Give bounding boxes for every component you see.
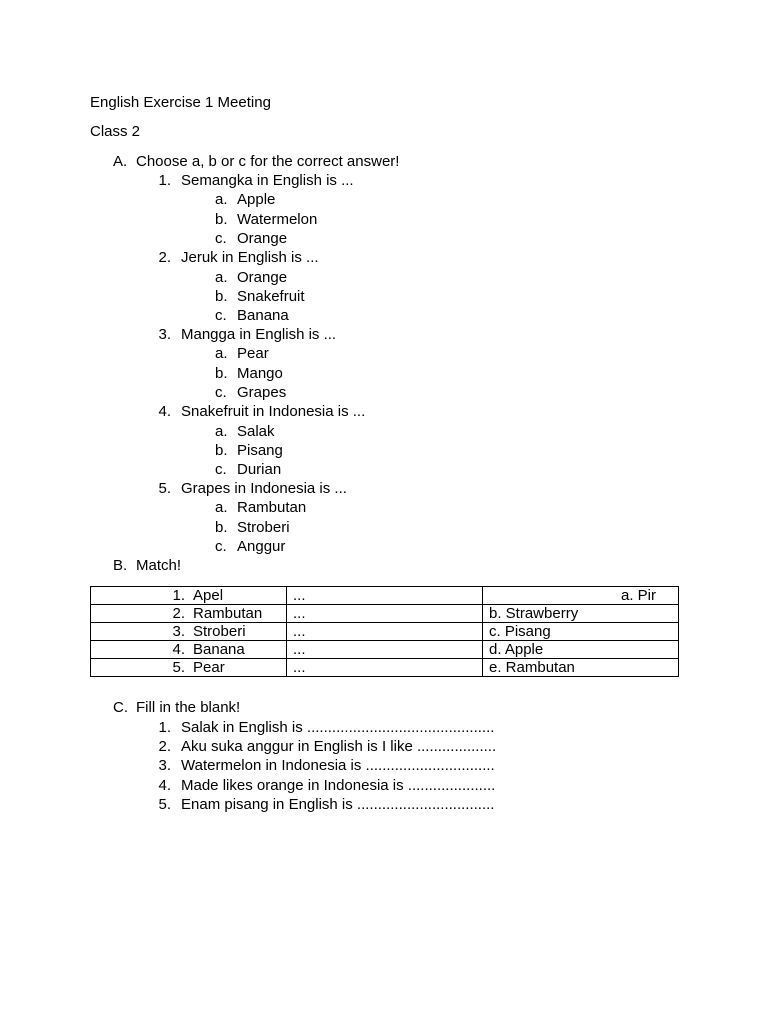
option-letter: b.	[215, 519, 228, 536]
question-text: Snakefruit in Indonesia is ...	[181, 403, 366, 420]
option-text: Anggur	[237, 538, 286, 555]
table-cell-blank: ...	[287, 623, 483, 641]
option-text: Grapes	[237, 384, 287, 401]
row-number: 3.	[172, 623, 185, 640]
row-word: Pear	[193, 659, 225, 676]
question-text: Grapes in Indonesia is ...	[181, 480, 347, 497]
fill-item-number: 5.	[158, 796, 171, 813]
fill-item-text: Aku suka anggur in English is I like ...................	[181, 738, 497, 755]
fill-item-text: Watermelon in Indonesia is ...............................	[181, 757, 495, 774]
option-text: Orange	[237, 230, 288, 247]
option-letter: a.	[215, 423, 228, 440]
question-number: 5.	[158, 480, 171, 497]
option-text: Salak	[237, 423, 275, 440]
table-cell-blank: ...	[287, 587, 483, 605]
option-letter: b.	[215, 365, 228, 382]
option-text: Rambutan	[237, 499, 307, 516]
fill-item-number: 4.	[158, 777, 171, 794]
table-cell-word	[91, 623, 287, 641]
row-number: 1.	[172, 587, 185, 604]
option-letter: b.	[215, 211, 228, 228]
question-text: Jeruk in English is ...	[181, 249, 319, 266]
question-number: 1.	[158, 172, 171, 189]
section-c-instruction: Fill in the blank!	[136, 699, 241, 716]
fill-item-text: Enam pisang in English is .................................	[181, 796, 495, 813]
fill-item-number: 3.	[158, 757, 171, 774]
option-letter: b.	[215, 288, 228, 305]
option-text: Durian	[237, 461, 282, 478]
table-cell-word	[91, 641, 287, 659]
option-text: Snakefruit	[237, 288, 305, 305]
option-letter: a.	[215, 191, 228, 208]
table-cell-blank: ...	[287, 659, 483, 677]
document-title: English Exercise 1 Meeting	[90, 94, 271, 111]
option-letter: a.	[215, 499, 228, 516]
option-text: Stroberi	[237, 519, 290, 536]
table-cell-word	[91, 605, 287, 623]
row-word: Banana	[193, 641, 245, 658]
fill-item-text: Salak in English is .............................................	[181, 719, 495, 736]
table-row	[91, 587, 679, 605]
row-word: Stroberi	[193, 623, 246, 640]
option-letter: b.	[215, 442, 228, 459]
option-text: Mango	[237, 365, 283, 382]
option-text: Banana	[237, 307, 289, 324]
option-text: Orange	[237, 269, 288, 286]
table-cell-word	[91, 587, 287, 605]
section-a-instruction: Choose a, b or c for the correct answer!	[136, 153, 400, 170]
section-c-marker: C.	[113, 699, 128, 716]
option-text: Pear	[237, 345, 269, 362]
option-text: Watermelon	[237, 211, 318, 228]
question-number: 3.	[158, 326, 171, 343]
option-letter: c.	[215, 538, 227, 555]
option-letter: c.	[215, 307, 227, 324]
option-letter: c.	[215, 384, 227, 401]
table-cell-answer: c. Pisang	[483, 623, 679, 641]
table-cell-answer: a. Pir	[483, 587, 679, 605]
section-b-marker: B.	[113, 557, 128, 574]
table-row	[91, 623, 679, 641]
question-text: Semangka in English is ...	[181, 172, 354, 189]
table-cell-answer: e. Rambutan	[483, 659, 679, 677]
row-word: Rambutan	[193, 605, 263, 622]
fill-item-text: Made likes orange in Indonesia is .....................	[181, 777, 496, 794]
table-cell-blank: ...	[287, 605, 483, 623]
section-a-marker: A.	[113, 153, 128, 170]
row-word: Apel	[193, 587, 224, 604]
matching-table	[90, 586, 679, 677]
option-letter: a.	[215, 345, 228, 362]
option-text: Apple	[237, 191, 276, 208]
option-letter: c.	[215, 461, 227, 478]
section-b-instruction: Match!	[136, 557, 182, 574]
table-cell-word	[91, 659, 287, 677]
question-number: 2.	[158, 249, 171, 266]
row-number: 5.	[172, 659, 185, 676]
option-text: Pisang	[237, 442, 283, 459]
question-text: Mangga in English is ...	[181, 326, 337, 343]
option-letter: a.	[215, 269, 228, 286]
fill-item-number: 1.	[158, 719, 171, 736]
table-row	[91, 605, 679, 623]
class-label: Class 2	[90, 123, 141, 140]
option-letter: c.	[215, 230, 227, 247]
row-number: 4.	[172, 641, 185, 658]
table-cell-answer: d. Apple	[483, 641, 679, 659]
table-row	[91, 659, 679, 677]
table-cell-blank: ...	[287, 641, 483, 659]
fill-item-number: 2.	[158, 738, 171, 755]
table-row	[91, 641, 679, 659]
row-number: 2.	[172, 605, 185, 622]
table-cell-answer: b. Strawberry	[483, 605, 679, 623]
question-number: 4.	[158, 403, 171, 420]
